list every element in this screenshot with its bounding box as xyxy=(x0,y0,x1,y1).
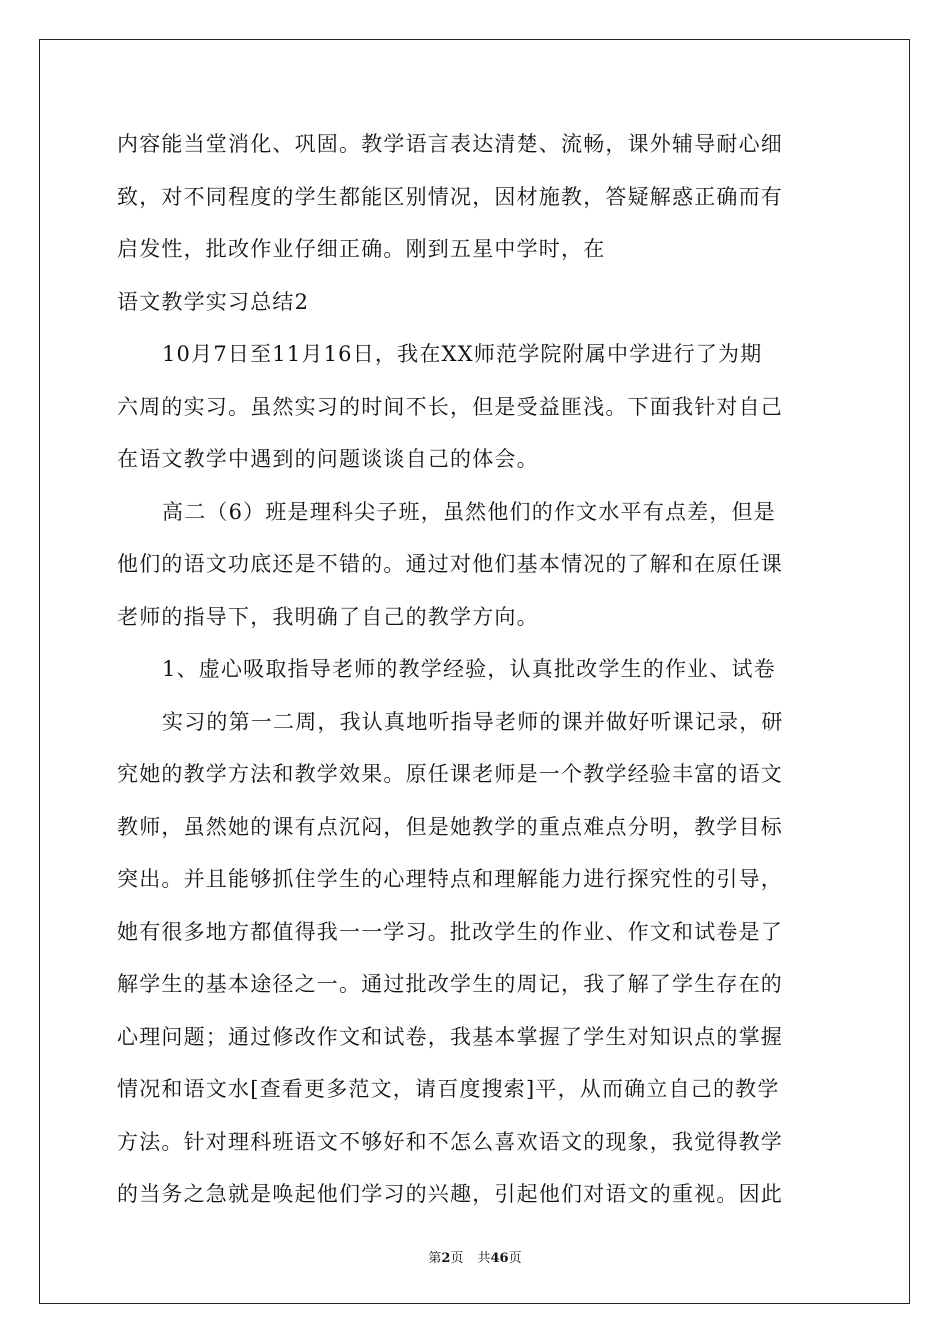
text-line: 老师的指导下，我明确了自己的教学方向。 xyxy=(117,604,539,629)
text-line: 启发性，批改作业仔细正确。刚到五星中学时，在 xyxy=(117,237,606,261)
text-line: 在语文教学中遇到的问题谈谈自己的体会。 xyxy=(117,447,539,471)
text-line: 情况和语文水[查看更多范文，请百度搜索]平，从而确立自己的教学 xyxy=(117,1077,780,1101)
page-unit: 页 xyxy=(450,1251,464,1266)
text-line: 她有很多地方都值得我一一学习。批改学生的作业、作文和试卷是了 xyxy=(117,919,783,944)
text-line: 突出。并且能够抓住学生的心理特点和理解能力进行探究性的引导， xyxy=(117,867,783,891)
text-line: 方法。针对理科班语文不够好和不怎么喜欢语文的现象，我觉得教学 xyxy=(117,1129,783,1154)
page-footer xyxy=(0,1247,950,1266)
text-line: 的当务之急就是唤起他们学习的兴趣，引起他们对语文的重视。因此 xyxy=(117,1182,783,1206)
text-line: 实习的第一二周，我认真地听指导老师的课并做好听课记录，研 xyxy=(162,709,784,734)
text-line: 内容能当堂消化、巩固。教学语言表达清楚、流畅，课外辅导耐心细 xyxy=(117,132,783,156)
total-prefix: 共 xyxy=(477,1251,491,1266)
section-heading: 语文教学实习总结2 xyxy=(117,289,310,314)
text-line: 究她的教学方法和教学效果。原任课老师是一个教学经验丰富的语文 xyxy=(117,762,783,786)
body-text xyxy=(117,128,831,1231)
text-line: 心理问题；通过修改作文和试卷，我基本掌握了学生对知识点的掌握 xyxy=(117,1024,783,1049)
total-unit: 页 xyxy=(508,1251,522,1266)
text-line: 六周的实习。虽然实习的时间不长，但是受益匪浅。下面我针对自己 xyxy=(117,394,783,419)
text-line: 教师，虽然她的课有点沉闷，但是她教学的重点难点分明，教学目标 xyxy=(117,814,783,839)
current-page-number: 2 xyxy=(441,1251,451,1266)
list-heading: 1、虚心吸取指导老师的教学经验，认真批改学生的作业、试卷 xyxy=(162,657,776,681)
text-line: 10月7日至11月16日，我在XX师范学院附属中学进行了为期 xyxy=(162,342,763,366)
page-prefix: 第 xyxy=(428,1251,442,1266)
text-line: 他们的语文功底还是不错的。通过对他们基本情况的了解和在原任课 xyxy=(117,552,783,576)
text-line: 致，对不同程度的学生都能区别情况，因材施教，答疑解惑正确而有 xyxy=(117,184,783,209)
total-page-number: 46 xyxy=(490,1251,509,1266)
text-line: 高二（6）班是理科尖子班，虽然他们的作文水平有点差，但是 xyxy=(162,499,776,524)
text-line: 解学生的基本途径之一。通过批改学生的周记，我了解了学生存在的 xyxy=(117,972,783,996)
